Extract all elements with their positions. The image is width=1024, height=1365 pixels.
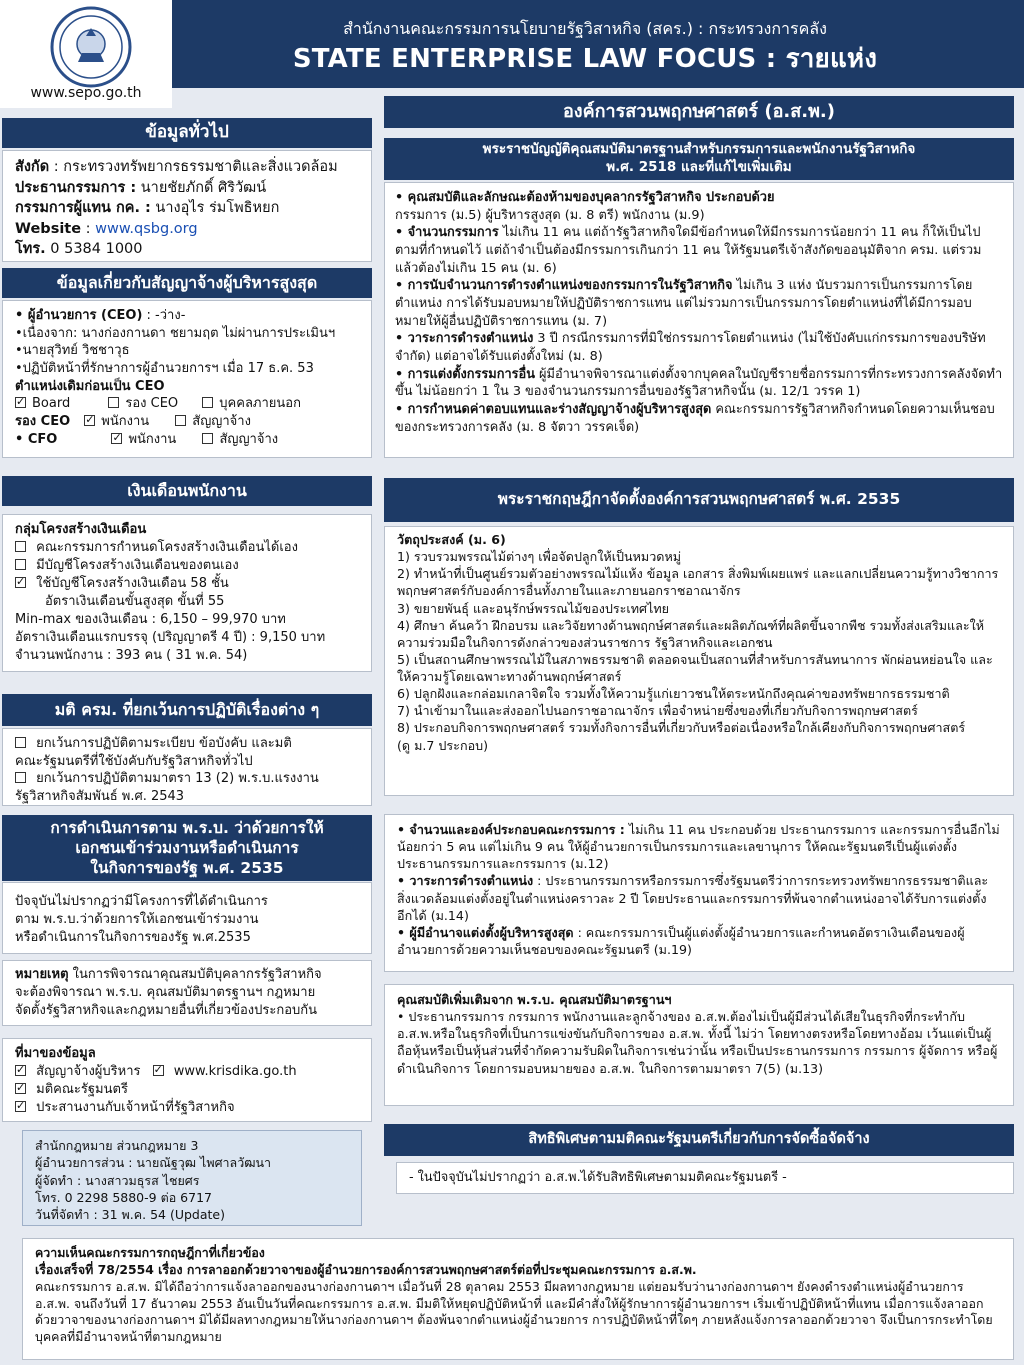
decree-box [384, 526, 1014, 796]
opt-outsider: บุคคลภายนอก [219, 396, 301, 412]
sepo-emblem-icon [50, 6, 132, 88]
decree-objectives: วัตถุประสงค์ (ม. 6) [397, 532, 506, 547]
qual-p4-text: 3 ปี กรณีกรรมการที่มิใช่กรรมการโดยตำแหน่ง (ไม่ใช้บังคับแก่กรรมการของบริษัทจำกัด) แต่อาจได้รับแต่งตั้งใหม่ (ม. 8) [395, 331, 986, 364]
checkbox-source-contract [15, 1065, 26, 1076]
decree-item-1: 1) รวบรวมพรรณไม้ต่างๆ เพื่อจัดปลูกให้เป็นหมวดหมู่ [397, 549, 682, 565]
council-heading: ความเห็นคณะกรรมการกฤษฎีกาที่เกี่ยวข้อง [35, 1245, 265, 1260]
note-line-3: จัดตั้งรัฐวิสาหกิจและกฎหมายอื่นที่เกี่ยวข้องประกอบกัน [15, 1002, 318, 1018]
chair-value: นายชัยภักดิ์ ศิริวัฒน์ [136, 179, 267, 196]
exempt-1a: ยกเว้นการปฏิบัติตามระเบียบ ข้อบังคับ และมติ [36, 736, 292, 751]
office-box [22, 1130, 362, 1226]
ppp-heading [2, 815, 372, 881]
salary-minmax: Min-max ของเงินเดือน : 6,150 – 99,970 บาท [15, 611, 286, 627]
procurement-text: - ในปัจจุบันไม่ปรากฏว่า อ.ส.พ.ได้รับสิทธิพิเศษตามมติคณะรัฐมนตรี - [409, 1170, 787, 1185]
board-b1-text: ไม่เกิน 11 คน ประกอบด้วย ประธานกรรมการ และกรรมการอื่นอีกไม่น้อยกว่า 5 คน แต่ไม่เกิน 9 คน ให้ผู้อำนวยการเป็นกรรมการและเลขานุการ ให้คณะรัฐมนตรีเป็นผู้แต่งตั้งประธานกรรมการและกรรมการ (ม.12) [397, 822, 1000, 872]
tel-value: 0 5384 1000 [45, 241, 143, 258]
source-coordination: ประสานงานกับเจ้าหน้าที่รัฐวิสาหกิจ [36, 1099, 235, 1115]
note-label: หมายเหตุ [15, 967, 69, 982]
council-case: เรื่องเสร็จที่ 78/2554 เรื่อง การลาออกด้วยวาจาของผู้อำนวยการองค์การสวนพฤกษศาสตร์ต่อที่ประชุมคณะกรรมการ อ.ส.พ. [35, 1261, 697, 1277]
council-text: คณะกรรมการ อ.ส.พ. มิได้ถือว่าการแจ้งลาออกของนางก่องกานดาฯ เมื่อวันที่ 28 ตุลาคม 2553 มีผลทางกฎหมาย แต่ยอมรับว่านางก่องกานดาฯ ยังคงดำรงตำแหน่งผู้อำนวยการ อ.ส.พ. จนถึงวันที่ 17 ธันวาคม 2553 อันเป็นวันที่คณะกรรมการ อ.ส.พ. มีมติให้หยุดปฏิบัติหน้าที่ และมีคำสั่งให้ผู้รักษาการผู้อำนวยการฯ เริ่มเข้าปฏิบัติหน้าที่แทน เมื่อการแจ้งลาออกด้วยวาจาของนางก่องกานดาฯ มิได้มีผลทางกฎหมายให้นางก่องกานดาฯ ต้องพ้นจากตำแหน่งผู้อำนวยการ การปฏิบัติหน้าที่ใดๆ ภายหลังแจ้งการลาออกด้วยวาจา จึงเป็นการกระทำโดยบุคคลที่มีอำนาจหน้าที่ตามกฎหมาย [35, 1278, 993, 1345]
salary-box [2, 514, 372, 672]
checkbox-source-cabinet [15, 1083, 26, 1094]
affil-label: สังกัด [15, 159, 50, 175]
salary-group-heading: กลุ่มโครงสร้างเงินเดือน [15, 522, 147, 537]
general-info-box [2, 150, 372, 262]
office-line-2: ผู้อำนวยการส่วน : นายณัฐวุฒ ไพศาลวัฒนา [35, 1155, 272, 1171]
cabinet-exempt-box [2, 728, 372, 806]
exempt-1b: คณะรัฐมนตรีที่ใช้บังคับกับรัฐวิสาหกิจทั่วไป [15, 753, 253, 769]
office-line-1: สำนักกฎหมาย ส่วนกฎหมาย 3 [35, 1138, 199, 1153]
qual-p1-text: กรรมการ (ม.5) ผู้บริหารสูงสุด (ม. 8 ตรี) พนักงาน (ม.9) [395, 207, 705, 223]
opt-board: Board [32, 396, 71, 412]
logo-panel [0, 0, 172, 108]
note-line-1: ในการพิจารณาคุณสมบัติบุคลากรรัฐวิสาหกิจ [68, 967, 322, 982]
opt-employee: พนักงาน [101, 414, 150, 430]
affil-value: : กระทรวงทรัพยากรธรรมชาติและสิ่งแวดล้อม [49, 159, 338, 175]
qual-p2-bold: • จำนวนกรรมการ [395, 225, 499, 241]
org-title: องค์การสวนพฤกษศาสตร์ (อ.ส.พ.) [384, 96, 1014, 128]
ppp-heading-2: เอกชนเข้าร่วมงานหรือดำเนินการ [75, 838, 299, 857]
checkbox-salary-opt3 [15, 577, 26, 588]
extra-qual-text: • ประธานกรรมการ กรรมการ พนักงานและลูกจ้างของ อ.ส.พ.ต้องไม่เป็นผู้มีส่วนได้เสียในธุรกิจที่กระทำกับ อ.ส.พ.หรือในธุรกิจที่เป็นการแข่งขันกับกิจการของ อ.ส.พ. ทั้งนี้ ไม่ว่า โดยทางตรงหรือโดยทางอ้อม เว้นแต่เป็นผู้ถือหุ้นหรือเป็นหุ้นส่วนที่จำกัดความรับผิดในกิจการเช่นว่านั้น หรือเป็นประธานกรรมการ กรรมการ ผู้จัดการ หรือผู้ดำเนินกิจการ โดยการมอบหมายของ อ.ส.พ. ในกิจการตามมาตรา 7(5) (ม.13) [397, 1009, 998, 1076]
board-b3-text: : คณะกรรมการเป็นผู้แต่งตั้งผู้อำนวยการและกำหนดอัตราเงินเดือนของผู้อำนวยการด้วยความเห็นชอบของคณะรัฐมนตรี (ม.19) [397, 924, 965, 957]
checkbox-cfo-employee [111, 433, 122, 444]
checkbox-salary-opt2 [15, 559, 26, 570]
salary-opt3: ใช้บัญชีโครงสร้างเงินเดือน 58 ชั้น [36, 575, 229, 591]
opt-employee-2: พนักงาน [128, 431, 177, 447]
decree-item-2: 2) ทำหน้าที่เป็นศูนย์รวมตัวอย่างพรรณไม้แห้ง ข้อมูล เอกสาร สิ่งพิมพ์เผยแพร่ และแลกเปลี่ยนความรู้ทางวิชาการพฤกษศาสตร์กับองค์การอื่นทั้งภายในและภายนอกราชอาณาจักร [397, 566, 999, 599]
general-info-heading: ข้อมูลทั่วไป [2, 118, 372, 148]
checkbox-source-krisdika [153, 1065, 164, 1076]
decree-item-3: 3) ขยายพันธุ์ และอนุรักษ์พรรณไม้ของประเทศไทย [397, 600, 670, 616]
extra-qual-heading: คุณสมบัติเพิ่มเติมจาก พ.ร.บ. คุณสมบัติมาตรฐานฯ [397, 992, 672, 1007]
exempt-2b: รัฐวิสาหกิจสัมพันธ์ พ.ศ. 2543 [15, 789, 185, 805]
source-heading: ที่มาของข้อมูล [15, 1046, 96, 1061]
starting-salary: อัตราเงินเดือนแรกบรรจุ (ปริญญาตรี 4 ปี) : 9,150 บาท [15, 629, 326, 645]
rep-value: นางอุไร ร่มโพธิหยก [150, 200, 280, 217]
decree-heading: พระราชกฤษฎีกาจัดตั้งองค์การสวนพฤกษศาสตร์ พ.ศ. 2535 [384, 478, 1014, 522]
qual-act-box [384, 182, 1014, 458]
tel-label: โทร. [15, 241, 46, 258]
salary-heading: เงินเดือนพนักงาน [2, 476, 372, 506]
ppp-box [2, 882, 372, 954]
acting-name: •นายสุวิทย์ วิชชาวุธ [15, 343, 130, 359]
checkbox-exempt-1 [15, 737, 26, 748]
checkbox-outsider [202, 397, 213, 408]
procurement-heading: สิทธิพิเศษตามมติคณะรัฐมนตรีเกี่ยวกับการจัดซื้อจัดจ้าง [384, 1124, 1014, 1156]
checkbox-deputy-employee [84, 415, 95, 426]
qual-p2-text: ไม่เกิน 11 คน แต่ถ้ารัฐวิสาหกิจใดมีข้อกำหนดให้มีกรรมการน้อยกว่า 11 คน ก็ให้เป็นไปตามที่กำหนดไว้ แต่ถ้าจำเป็นต้องมีกรรมการเกินกว่า 11 คน ให้รัฐมนตรีเจ้าสังกัดขออนุมัติจาก ครม. แต่รวมแล้วต้องไม่เกิน 15 คน (ม. 6) [395, 225, 982, 276]
opt-contract-2: สัญญาจ้าง [219, 431, 279, 447]
ppp-heading-3: ในกิจการของรัฐ พ.ศ. 2535 [90, 859, 284, 878]
board-b2-bold: • วาระการดำรงตำแหน่ง [397, 873, 534, 889]
opt-contract: สัญญาจ้าง [192, 414, 251, 430]
ppp-line-1: ปัจจุบันไม่ปรากฏว่ามีโครงการที่ได้ดำเนินการ [15, 894, 268, 909]
qual-p5-bold: • การแต่งตั้งกรรมการอื่น [395, 366, 535, 382]
qual-act-heading-1: พระราชบัญญัติคุณสมบัติมาตรฐานสำหรับกรรมการและพนักงานรัฐวิสาหกิจ [482, 141, 916, 158]
contract-reason: •เนื่องจาก: นางก่องกานดา ชยามฤต ไม่ผ่านการประเมินฯ [15, 325, 336, 341]
deputy-ceo-label: รอง CEO [15, 414, 71, 430]
checkbox-board [15, 397, 26, 408]
note-box [2, 960, 372, 1026]
contract-heading: ข้อมูลเกี่ยวกับสัญญาจ้างผู้บริหารสูงสุด [2, 268, 372, 298]
checkbox-source-coordination [15, 1101, 26, 1112]
office-line-5: วันที่จัดทำ : 31 พ.ค. 54 (Update) [35, 1207, 225, 1222]
decree-item-4: 4) ศึกษา ค้นคว้า ฝึกอบรม และวิจัยทางด้านพฤกษ์ศาสตร์และผลิตภัณฑ์ที่ผลิตขึ้นจากพืช รวมทั้งส่งเสริมและให้ความร่วมมือในกิจการดังกล่าวของส่วนราชการ รัฐวิสาหกิจและเอกชน [397, 617, 985, 650]
checkbox-deputy-ceo [108, 397, 119, 408]
board-b2-text: : ประธานกรรมการหรือกรรมการซึ่งรัฐมนตรีว่าการกระทรวงทรัพยากรธรรมชาติและสิ่งแวดล้อมแต่งตั้งอยู่ในตำแหน่งคราวละ 2 ปี โดยประธานและกรรมการที่พ้นจากตำแหน่งอาจได้รับการแต่งตั้งอีกได้ (ม.14) [397, 873, 989, 923]
qual-p6-bold: • การกำหนดค่าตอบแทนและร่างสัญญาจ้างผู้บริหารสูงสุด [395, 401, 712, 417]
qual-p3-bold: • การนับจำนวนการดำรงตำแหน่งของกรรมการในรัฐวิสาหกิจ [395, 278, 733, 294]
source-contract: สัญญาจ้างผู้บริหาร [36, 1063, 141, 1079]
source-cabinet: มติคณะรัฐมนตรี [36, 1081, 128, 1097]
qual-act-heading-2: พ.ศ. 2518 และที่แก้ไขเพิ่มเติม [606, 159, 792, 175]
chair-label: ประธานกรรมการ : [15, 179, 137, 196]
ceo-label: • ผู้อำนวยการ (CEO) [15, 308, 143, 323]
office-line-3: ผู้จัดทำ : นางสาวมธุรส ไชยศร [35, 1172, 200, 1188]
qual-act-heading [384, 138, 1014, 180]
ppp-line-3: หรือดำเนินการในกิจการของรัฐ พ.ศ.2535 [15, 930, 251, 946]
decree-item-8: 8) ประกอบกิจการพฤกษศาสตร์ รวมทั้งกิจการอื่นที่เกี่ยวกับหรือต่อเนื่องหรือใกล้เคียงกับกิจการพฤกษศาสตร์ [397, 720, 966, 736]
ppp-heading-1: การดำเนินการตาม พ.ร.บ. ว่าด้วยการให้ [50, 818, 324, 837]
extra-qual-box [384, 984, 1014, 1106]
staff-count: จำนวนพนักงาน : 393 คน ( 31 พ.ค. 54) [15, 647, 248, 663]
council-opinion-box [22, 1238, 1014, 1360]
qual-p3-text: ไม่เกิน 3 แห่ง นับรวมการเป็นกรรมการโดยตำแหน่ง การได้รับมอบหมายให้ปฏิบัติราชการแทน แต่ไม่รวมการเป็นกรรมการโดยตำแหน่งที่ได้มีการมอบหมายให้ผู้อื่นปฏิบัติราชการแทน (ม. 7) [395, 278, 973, 329]
contract-box [2, 300, 372, 458]
board-b3-bold: • ผู้มีอำนาจแต่งตั้งผู้บริหารสูงสุด [397, 924, 574, 940]
checkbox-exempt-2 [15, 772, 26, 783]
note-line-2: จะต้องพิจารณา พ.ร.บ. คุณสมบัติมาตรฐานฯ กฎหมาย [15, 984, 316, 1000]
opt-deputy-ceo: รอง CEO [125, 396, 179, 412]
web-sep: : [81, 220, 96, 237]
salary-opt2: มีบัญชีโครงสร้างเงินเดือนของตนเอง [36, 557, 239, 573]
source-krisdika-link[interactable]: www.krisdika.go.th [173, 1063, 297, 1079]
source-box [2, 1038, 372, 1122]
checkbox-deputy-contract [175, 415, 186, 426]
ppp-line-2: ตาม พ.ร.บ.ว่าด้วยการให้เอกชนเข้าร่วมงาน [15, 912, 259, 928]
qual-p4-bold: • วาระการดำรงตำแหน่ง [395, 331, 534, 347]
office-line-4: โทร. 0 2298 5880-9 ต่อ 6717 [35, 1189, 212, 1205]
ceo-value: : -ว่าง- [142, 308, 186, 323]
procurement-box [396, 1162, 1014, 1194]
prior-position-heading: ตำแหน่งเดิมก่อนเป็น CEO [15, 378, 165, 394]
cfo-label: • CFO [15, 431, 58, 447]
decree-ref: (ดู ม.7 ประกอบ) [397, 737, 489, 753]
qual-p6-text: คณะกรรมการรัฐวิสาหกิจกำหนดโดยความเห็นชอบของกระทรวงการคลัง (ม. 8 จัตวา วรรคเจ็ด) [395, 401, 995, 435]
qual-p5-text: ผู้มีอำนาจพิจารณาแต่งตั้งจากบุคคลในบัญชีรายชื่อกรรมการที่กระทรวงการคลังจัดทำขึ้น ไม่น้อยกว่า 1 ใน 3 ของจำนวนกรรมการอื่นของรัฐวิสาหกิจนั้น (ม. 12/1 วรรค 1) [395, 366, 1003, 400]
checkbox-salary-opt1 [15, 541, 26, 552]
decree-item-7: 7) นำเข้ามาในและส่งออกไปนอกราชอาณาจักร เพื่อจำหน่ายซึ่งของที่เกี่ยวกับกิจการพฤกษศาสตร์ [397, 703, 918, 719]
exempt-2a: ยกเว้นการปฏิบัติตามมาตรา 13 (2) พ.ร.บ.แรงงาน [36, 771, 319, 787]
qual-p1-bold: • คุณสมบัติและลักษณะต้องห้ามของบุคลากรรัฐวิสาหกิจ ประกอบด้วย [395, 190, 775, 205]
org-website-link[interactable]: www.qsbg.org [95, 220, 198, 237]
board-b1-bold: • จำนวนและองค์ประกอบคณะกรรมการ : [397, 822, 625, 837]
rep-label: กรรมการผู้แทน กค. : [15, 200, 151, 217]
page-title: STATE ENTERPRISE LAW FOCUS : รายแห่ง [292, 44, 878, 74]
max-step: อัตราเงินเดือนขั้นสูงสุด ขั้นที่ 55 [45, 593, 225, 609]
web-label: Website [15, 220, 82, 237]
decree-item-6: 6) ปลูกฝังและกล่อมเกลาจิตใจ รวมทั้งให้ความรู้แก่เยาวชนให้ตระหนักถึงคุณค่าของทรัพยากรธรรมชาติ [397, 686, 950, 702]
header-subtitle: สำนักงานคณะกรรมการนโยบายรัฐวิสาหกิจ (สคร.) : กระทรวงการคลัง [343, 19, 827, 38]
board-box [384, 814, 1014, 972]
decree-item-5: 5) เป็นสถานศึกษาพรรณไม้ในสภาพธรรมชาติ ตลอดจนเป็นสถานที่สำหรับการสันทนาการ พักผ่อนหย่อนใจ และให้ความรู้โดยเฉพาะทางด้านพฤกษ์ศาสตร์ [397, 651, 993, 684]
acting-since: •ปฏิบัติหน้าที่รักษาการผู้อำนวยการฯ เมื่อ 17 ธ.ค. 53 [15, 361, 314, 377]
checkbox-cfo-contract [202, 433, 213, 444]
cabinet-exempt-heading: มติ ครม. ที่ยกเว้นการปฏิบัติเรื่องต่าง ๆ [2, 694, 372, 726]
website-link[interactable]: www.sepo.go.th [30, 85, 142, 101]
salary-opt1: คณะกรรมการกำหนดโครงสร้างเงินเดือนได้เอง [36, 539, 298, 555]
